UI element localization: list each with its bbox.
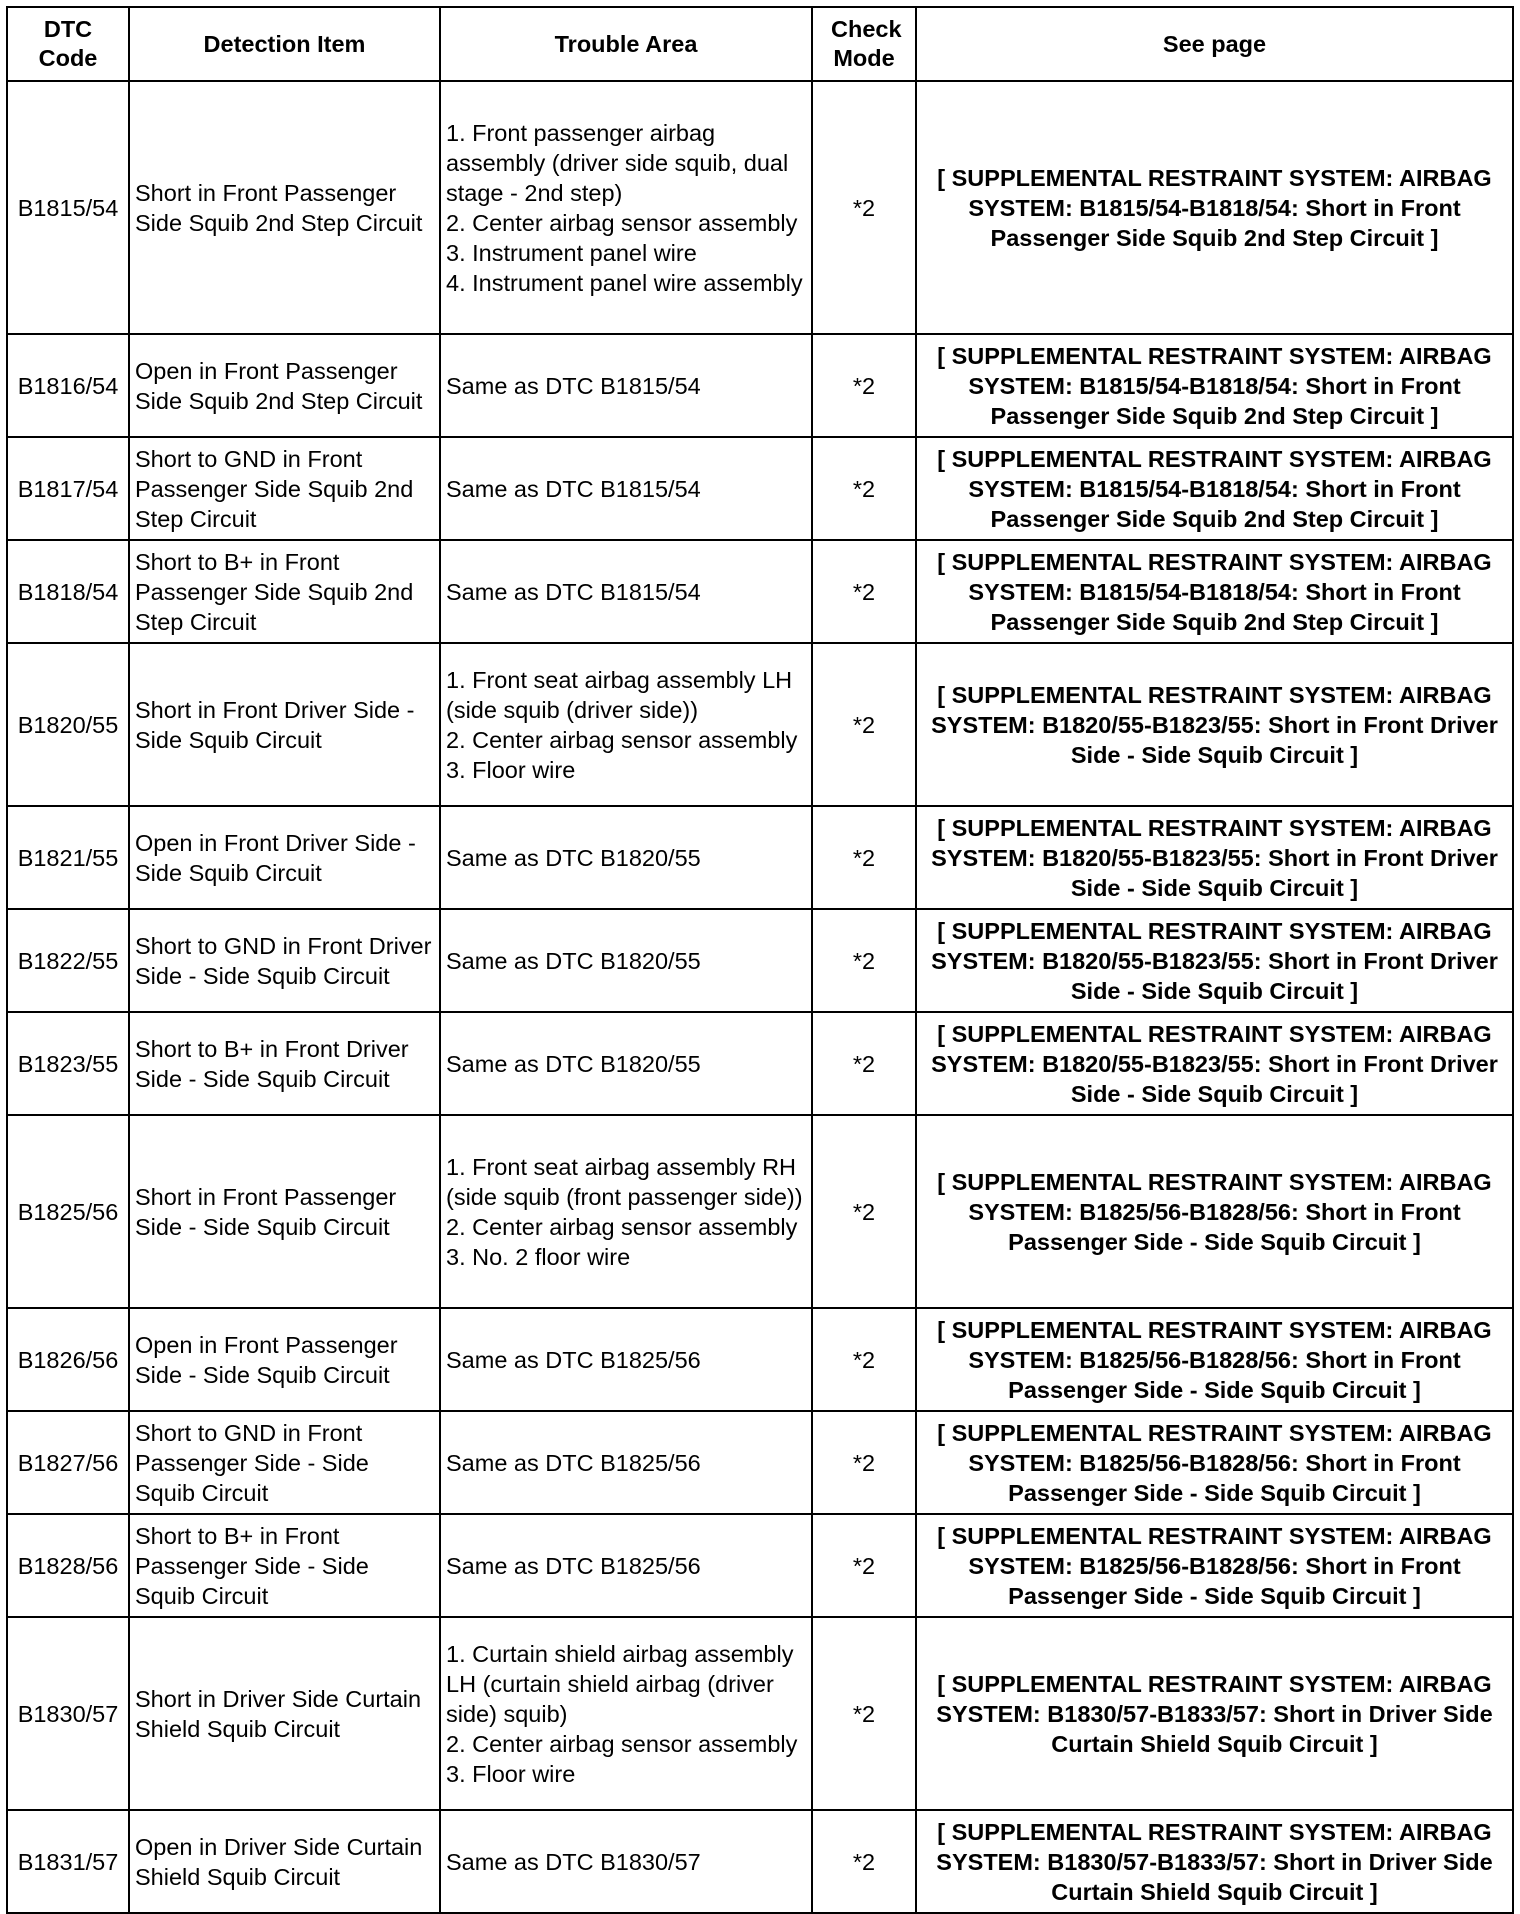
- detection-item-cell: Short to GND in Front Passenger Side - Side Squib Circuit: [129, 1411, 440, 1514]
- table-row: [7, 437, 1513, 540]
- check-mode-cell: *2: [812, 1012, 916, 1115]
- detection-item-cell: Open in Driver Side Curtain Shield Squib Circuit: [129, 1810, 440, 1913]
- trouble-area-cell: 1. Curtain shield airbag assembly LH (curtain shield airbag (driver side) squib) 2. Center airbag sensor assembly 3. Floor wire: [440, 1617, 812, 1810]
- trouble-area-cell: Same as DTC B1830/57: [440, 1810, 812, 1913]
- detection-item-cell: Short in Front Passenger Side - Side Squib Circuit: [129, 1115, 440, 1308]
- see-page-cell: [ SUPPLEMENTAL RESTRAINT SYSTEM: AIRBAG SYSTEM: B1825/56-B1828/56: Short in Front Passenger Side - Side Squib Circuit ]: [916, 1514, 1513, 1617]
- trouble-area-cell: Same as DTC B1825/56: [440, 1308, 812, 1411]
- dtc-code-cell: B1816/54: [7, 334, 129, 437]
- table-row: [7, 1411, 1513, 1514]
- dtc-code-cell: B1821/55: [7, 806, 129, 909]
- detection-item-cell: Short to B+ in Front Passenger Side Squib 2nd Step Circuit: [129, 540, 440, 643]
- dtc-code-cell: B1818/54: [7, 540, 129, 643]
- see-page-cell: [ SUPPLEMENTAL RESTRAINT SYSTEM: AIRBAG SYSTEM: B1815/54-B1818/54: Short in Front Passenger Side Squib 2nd Step Circuit ]: [916, 437, 1513, 540]
- table-row: [7, 1115, 1513, 1308]
- check-mode-cell: *2: [812, 1308, 916, 1411]
- dtc-code-cell: B1828/56: [7, 1514, 129, 1617]
- table-row: [7, 1012, 1513, 1115]
- table-row: [7, 643, 1513, 806]
- trouble-area-cell: Same as DTC B1820/55: [440, 806, 812, 909]
- header-detection-item: Detection Item: [129, 7, 440, 81]
- dtc-code-cell: B1823/55: [7, 1012, 129, 1115]
- trouble-area-cell: Same as DTC B1815/54: [440, 540, 812, 643]
- trouble-area-cell: Same as DTC B1825/56: [440, 1411, 812, 1514]
- header-row: [7, 7, 1513, 81]
- table-row: [7, 81, 1513, 334]
- see-page-cell: [ SUPPLEMENTAL RESTRAINT SYSTEM: AIRBAG SYSTEM: B1825/56-B1828/56: Short in Front Passenger Side - Side Squib Circuit ]: [916, 1411, 1513, 1514]
- detection-item-cell: Short in Driver Side Curtain Shield Squib Circuit: [129, 1617, 440, 1810]
- trouble-area-cell: Same as DTC B1820/55: [440, 1012, 812, 1115]
- detection-item-cell: Short to GND in Front Passenger Side Squib 2nd Step Circuit: [129, 437, 440, 540]
- detection-item-cell: Short in Front Driver Side - Side Squib Circuit: [129, 643, 440, 806]
- detection-item-cell: Short to GND in Front Driver Side - Side Squib Circuit: [129, 909, 440, 1012]
- dtc-code-cell: B1826/56: [7, 1308, 129, 1411]
- check-mode-cell: *2: [812, 1617, 916, 1810]
- check-mode-cell: *2: [812, 806, 916, 909]
- dtc-code-cell: B1817/54: [7, 437, 129, 540]
- check-mode-cell: *2: [812, 540, 916, 643]
- check-mode-cell: *2: [812, 334, 916, 437]
- see-page-cell: [ SUPPLEMENTAL RESTRAINT SYSTEM: AIRBAG SYSTEM: B1815/54-B1818/54: Short in Front Passenger Side Squib 2nd Step Circuit ]: [916, 334, 1513, 437]
- detection-item-cell: Open in Front Driver Side - Side Squib Circuit: [129, 806, 440, 909]
- see-page-cell: [ SUPPLEMENTAL RESTRAINT SYSTEM: AIRBAG SYSTEM: B1825/56-B1828/56: Short in Front Passenger Side - Side Squib Circuit ]: [916, 1115, 1513, 1308]
- trouble-area-cell: Same as DTC B1820/55: [440, 909, 812, 1012]
- table-row: [7, 334, 1513, 437]
- trouble-area-cell: Same as DTC B1825/56: [440, 1514, 812, 1617]
- see-page-cell: [ SUPPLEMENTAL RESTRAINT SYSTEM: AIRBAG SYSTEM: B1830/57-B1833/57: Short in Driver Side Curtain Shield Squib Circuit ]: [916, 1617, 1513, 1810]
- detection-item-cell: Short to B+ in Front Driver Side - Side Squib Circuit: [129, 1012, 440, 1115]
- header-trouble-area: Trouble Area: [440, 7, 812, 81]
- dtc-code-cell: B1825/56: [7, 1115, 129, 1308]
- check-mode-cell: *2: [812, 1115, 916, 1308]
- header-dtc-code: DTC Code: [7, 7, 129, 81]
- see-page-cell: [ SUPPLEMENTAL RESTRAINT SYSTEM: AIRBAG SYSTEM: B1820/55-B1823/55: Short in Front Driver Side - Side Squib Circuit ]: [916, 1012, 1513, 1115]
- detection-item-cell: Short to B+ in Front Passenger Side - Side Squib Circuit: [129, 1514, 440, 1617]
- see-page-cell: [ SUPPLEMENTAL RESTRAINT SYSTEM: AIRBAG SYSTEM: B1815/54-B1818/54: Short in Front Passenger Side Squib 2nd Step Circuit ]: [916, 540, 1513, 643]
- dtc-table: [6, 6, 1514, 1914]
- dtc-code-cell: B1830/57: [7, 1617, 129, 1810]
- table-row: [7, 1308, 1513, 1411]
- detection-item-cell: Open in Front Passenger Side Squib 2nd Step Circuit: [129, 334, 440, 437]
- dtc-code-cell: B1822/55: [7, 909, 129, 1012]
- header-see-page: See page: [916, 7, 1513, 81]
- trouble-area-cell: Same as DTC B1815/54: [440, 334, 812, 437]
- trouble-area-cell: Same as DTC B1815/54: [440, 437, 812, 540]
- see-page-cell: [ SUPPLEMENTAL RESTRAINT SYSTEM: AIRBAG SYSTEM: B1830/57-B1833/57: Short in Driver Side Curtain Shield Squib Circuit ]: [916, 1810, 1513, 1913]
- dtc-code-cell: B1820/55: [7, 643, 129, 806]
- see-page-cell: [ SUPPLEMENTAL RESTRAINT SYSTEM: AIRBAG SYSTEM: B1815/54-B1818/54: Short in Front Passenger Side Squib 2nd Step Circuit ]: [916, 81, 1513, 334]
- check-mode-cell: *2: [812, 437, 916, 540]
- check-mode-cell: *2: [812, 643, 916, 806]
- table-row: [7, 806, 1513, 909]
- see-page-cell: [ SUPPLEMENTAL RESTRAINT SYSTEM: AIRBAG SYSTEM: B1820/55-B1823/55: Short in Front Driver Side - Side Squib Circuit ]: [916, 806, 1513, 909]
- trouble-area-cell: 1. Front passenger airbag assembly (driver side squib, dual stage - 2nd step) 2. Center airbag sensor assembly 3. Instrument panel wire 4. Instrument panel wire assembly: [440, 81, 812, 334]
- check-mode-cell: *2: [812, 81, 916, 334]
- detection-item-cell: Open in Front Passenger Side - Side Squib Circuit: [129, 1308, 440, 1411]
- table-row: [7, 909, 1513, 1012]
- table-row: [7, 540, 1513, 643]
- check-mode-cell: *2: [812, 909, 916, 1012]
- header-check-mode: Check Mode: [812, 7, 916, 81]
- dtc-code-cell: B1815/54: [7, 81, 129, 334]
- table-row: [7, 1617, 1513, 1810]
- see-page-cell: [ SUPPLEMENTAL RESTRAINT SYSTEM: AIRBAG SYSTEM: B1825/56-B1828/56: Short in Front Passenger Side - Side Squib Circuit ]: [916, 1308, 1513, 1411]
- detection-item-cell: Short in Front Passenger Side Squib 2nd Step Circuit: [129, 81, 440, 334]
- dtc-code-cell: B1827/56: [7, 1411, 129, 1514]
- trouble-area-cell: 1. Front seat airbag assembly LH (side squib (driver side)) 2. Center airbag sensor assembly 3. Floor wire: [440, 643, 812, 806]
- table-row: [7, 1514, 1513, 1617]
- dtc-code-cell: B1831/57: [7, 1810, 129, 1913]
- table-body: [7, 81, 1513, 1913]
- check-mode-cell: *2: [812, 1411, 916, 1514]
- trouble-area-cell: 1. Front seat airbag assembly RH (side squib (front passenger side)) 2. Center airbag sensor assembly 3. No. 2 floor wire: [440, 1115, 812, 1308]
- see-page-cell: [ SUPPLEMENTAL RESTRAINT SYSTEM: AIRBAG SYSTEM: B1820/55-B1823/55: Short in Front Driver Side - Side Squib Circuit ]: [916, 643, 1513, 806]
- check-mode-cell: *2: [812, 1810, 916, 1913]
- check-mode-cell: *2: [812, 1514, 916, 1617]
- table-row: [7, 1810, 1513, 1913]
- see-page-cell: [ SUPPLEMENTAL RESTRAINT SYSTEM: AIRBAG SYSTEM: B1820/55-B1823/55: Short in Front Driver Side - Side Squib Circuit ]: [916, 909, 1513, 1012]
